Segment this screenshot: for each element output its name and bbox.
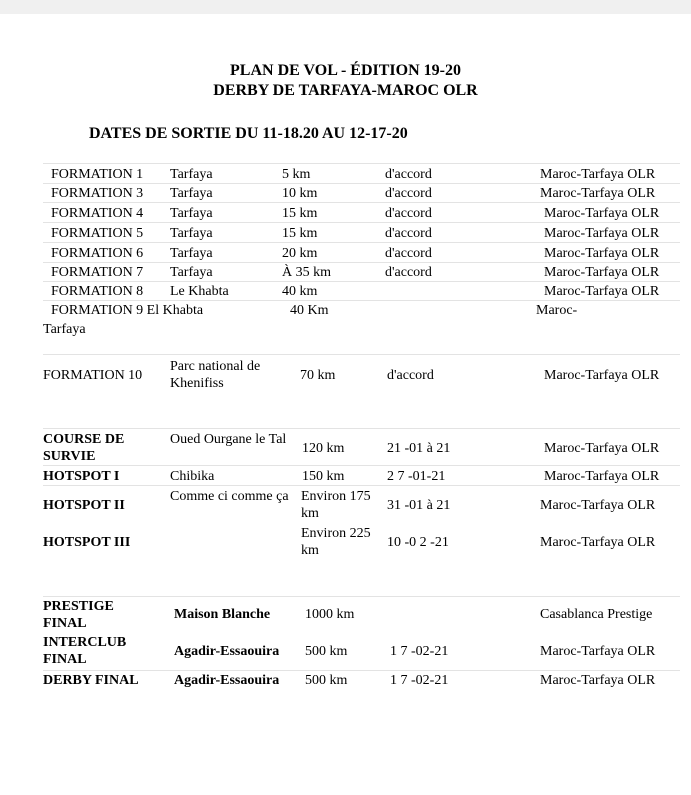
formation-distance: 15 km	[282, 206, 318, 221]
formation-distance: 40 Km	[290, 303, 329, 318]
table-rule	[43, 354, 680, 355]
formation-status: d'accord	[385, 206, 432, 221]
formation-status: d'accord	[387, 368, 434, 383]
race-place: Oued Ourgane le Tal	[170, 432, 287, 447]
table-rule	[43, 183, 680, 184]
table-rule	[43, 428, 680, 429]
table-rule	[43, 242, 680, 243]
formation-name: FORMATION 10	[43, 368, 143, 383]
formation-distance: À 35 km	[282, 265, 331, 280]
formation-club: Maroc-	[536, 303, 578, 318]
formation-status: d'accord	[385, 167, 432, 182]
formation-club: Maroc-Tarfaya OLR	[544, 206, 660, 221]
table-rule	[43, 465, 680, 466]
document-title-line2: DERBY DE TARFAYA-MAROC OLR	[213, 82, 478, 99]
race-place: Chibika	[170, 469, 215, 484]
formation-name: FORMATION 6	[51, 246, 144, 261]
formation-club: Maroc-Tarfaya OLR	[544, 226, 660, 241]
formation-status: d'accord	[385, 246, 432, 261]
formation-name: FORMATION 8	[51, 284, 144, 299]
final-place: Agadir-Essaouira	[174, 644, 280, 659]
race-distance: 150 km	[302, 469, 345, 484]
final-club: Maroc-Tarfaya OLR	[540, 673, 656, 688]
final-name: INTERCLUB FINAL	[43, 635, 127, 667]
race-club: Maroc-Tarfaya OLR	[540, 535, 656, 550]
race-distance: Environ 225 km	[301, 526, 371, 558]
formation-name: FORMATION 7	[51, 265, 144, 280]
final-date: 1 7 -02-21	[390, 673, 449, 688]
formation-status: d'accord	[385, 265, 432, 280]
table-rule	[43, 262, 680, 263]
formation-club: Maroc-Tarfaya OLR	[540, 186, 656, 201]
dates-heading: DATES DE SORTIE DU 11-18.20 AU 12-17-20	[89, 125, 408, 142]
formation-distance: 70 km	[300, 368, 336, 383]
table-rule	[43, 300, 680, 301]
formation-place: Parc national de Khenifiss	[170, 359, 261, 391]
formation-place: Tarfaya	[170, 186, 213, 201]
document-title-line1: PLAN DE VOL - ÉDITION 19-20	[230, 62, 461, 79]
formation-status: d'accord	[385, 186, 432, 201]
formation-place: Tarfaya	[170, 265, 213, 280]
formation-distance: 15 km	[282, 226, 318, 241]
final-name: PRESTIGE FINAL	[43, 599, 114, 631]
race-distance: 120 km	[302, 441, 345, 456]
browser-top-bar	[0, 0, 691, 14]
formation-distance: 10 km	[282, 186, 318, 201]
formation-place: Le Khabta	[170, 284, 229, 299]
race-club: Maroc-Tarfaya OLR	[544, 469, 660, 484]
formation-club: Maroc-Tarfaya OLR	[544, 265, 660, 280]
formation-club: Maroc-Tarfaya OLR	[544, 284, 660, 299]
race-distance: Environ 175 km	[301, 489, 371, 521]
formation-place: Tarfaya	[170, 167, 213, 182]
race-club: Maroc-Tarfaya OLR	[544, 441, 660, 456]
table-rule	[43, 596, 680, 597]
final-distance: 500 km	[305, 644, 348, 659]
formation-place: Tarfaya	[170, 246, 213, 261]
race-name: HOTSPOT II	[43, 498, 125, 513]
race-date: 10 -0 2 -21	[387, 535, 449, 550]
formation-name: FORMATION 4	[51, 206, 144, 221]
formation-distance: 20 km	[282, 246, 318, 261]
formation-distance: 40 km	[282, 284, 318, 299]
formation-name: FORMATION 1	[51, 167, 144, 182]
table-rule	[43, 202, 680, 203]
formation-status: d'accord	[385, 226, 432, 241]
final-place: Agadir-Essaouira	[174, 673, 280, 688]
formation-club: Maroc-Tarfaya OLR	[540, 167, 656, 182]
final-distance: 1000 km	[305, 607, 355, 622]
table-rule	[43, 222, 680, 223]
formation-club: Maroc-Tarfaya OLR	[544, 246, 660, 261]
race-place: Comme ci comme ça	[170, 489, 289, 504]
table-rule	[43, 485, 680, 486]
final-name: DERBY FINAL	[43, 673, 139, 688]
final-distance: 500 km	[305, 673, 348, 688]
formation-name: FORMATION 9 El Khabta	[51, 303, 204, 318]
formation-place: Tarfaya	[170, 206, 213, 221]
table-rule	[43, 670, 680, 671]
race-date: 21 -01 à 21	[387, 441, 451, 456]
race-name: HOTSPOT I	[43, 469, 120, 484]
formation-name: FORMATION 3	[51, 186, 144, 201]
race-name: COURSE DE SURVIE	[43, 432, 125, 464]
formation-club: Maroc-Tarfaya OLR	[544, 368, 660, 383]
table-rule	[43, 163, 680, 164]
table-rule	[43, 281, 680, 282]
race-date: 2 7 -01-21	[387, 469, 446, 484]
formation-distance: 5 km	[282, 167, 311, 182]
formation-name: FORMATION 5	[51, 226, 144, 241]
final-date: 1 7 -02-21	[390, 644, 449, 659]
race-name: HOTSPOT III	[43, 535, 131, 550]
formation-club-continued: Tarfaya	[43, 322, 86, 337]
final-place: Maison Blanche	[174, 607, 271, 622]
formation-place: Tarfaya	[170, 226, 213, 241]
final-club: Maroc-Tarfaya OLR	[540, 644, 656, 659]
race-date: 31 -01 à 21	[387, 498, 451, 513]
race-club: Maroc-Tarfaya OLR	[540, 498, 656, 513]
final-club: Casablanca Prestige	[540, 607, 653, 622]
